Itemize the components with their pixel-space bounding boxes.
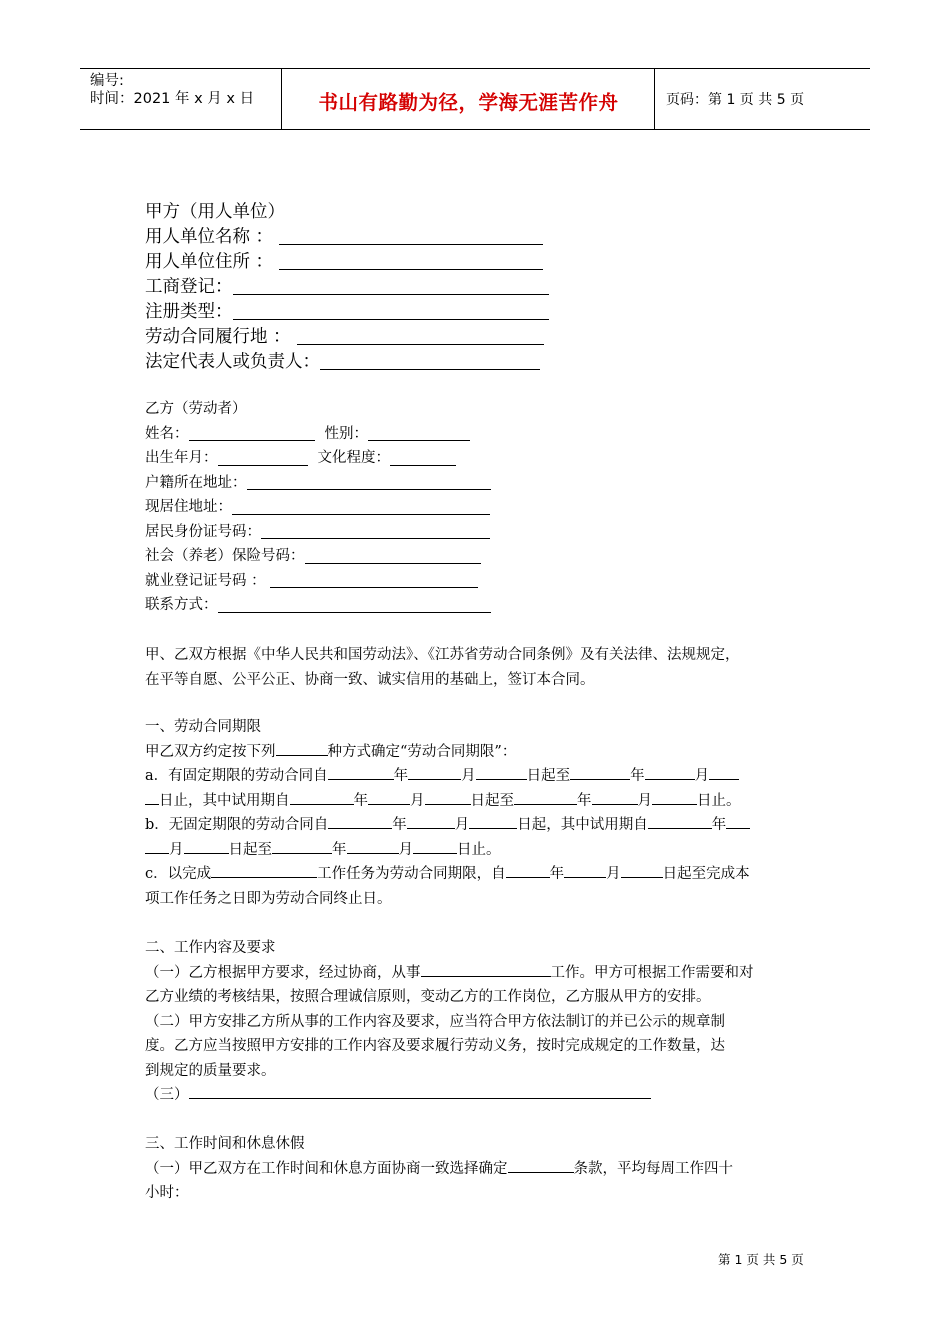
blank-field[interactable]: [570, 765, 630, 780]
employer-name-label: 用人单位名称 ：: [145, 227, 274, 247]
section-work-hours: [145, 1132, 811, 1206]
contract-place-label: 劳动合同履行地 ：: [145, 327, 291, 347]
blank-field[interactable]: [421, 962, 551, 977]
household-address-field[interactable]: [247, 488, 491, 490]
section-title: 一、劳动合同期限: [145, 719, 261, 735]
birth-label: 出生年月：: [145, 450, 218, 466]
blank-field[interactable]: [189, 1084, 651, 1099]
text: 月: [606, 866, 621, 882]
header-meta: [90, 72, 254, 108]
business-registration-label: 工商登记：: [145, 277, 233, 297]
text: 年: [711, 817, 727, 833]
blank-field[interactable]: [645, 765, 695, 780]
employer-address-field[interactable]: [279, 268, 543, 270]
blank-field[interactable]: [407, 814, 455, 829]
blank-field[interactable]: [184, 839, 229, 854]
text: 日起至完成本: [662, 866, 750, 882]
blank-field[interactable]: [621, 863, 663, 878]
text: 日起至: [228, 841, 272, 858]
text: 工作任务为劳动合同期限，自: [317, 866, 506, 882]
section-title: 三、工作时间和休息休假: [145, 1136, 305, 1152]
text: 日止。: [457, 841, 501, 858]
employer-address-label: 用人单位住所 ：: [145, 252, 274, 272]
text: 甲乙双方约定按下列: [145, 743, 276, 760]
gender-label: 性别：: [324, 425, 368, 442]
contract-place-field[interactable]: [297, 343, 544, 345]
legal-rep-label: 法定代表人或负责人：: [145, 352, 320, 372]
header-page-label: 页码：第 1 页 共 5 页: [666, 92, 805, 108]
page-footer: 第 1 页 共 5 页: [718, 1252, 804, 1267]
blank-field[interactable]: [408, 765, 461, 780]
document-header: [80, 68, 870, 130]
text: 日止。: [697, 792, 741, 809]
text: 年: [332, 841, 347, 858]
blank-field[interactable]: [145, 839, 169, 854]
legal-rep-field[interactable]: [320, 368, 540, 370]
name-label: 姓名：: [145, 425, 189, 442]
registration-type-field[interactable]: [233, 318, 549, 320]
section-contract-term: [145, 715, 811, 911]
party-a-title: 甲方（用人单位）: [145, 202, 285, 222]
text: 年: [577, 792, 592, 809]
text: 月: [461, 768, 476, 784]
text: 日起至: [526, 768, 571, 784]
blank-field[interactable]: [514, 790, 577, 805]
education-field[interactable]: [390, 464, 456, 466]
text: c．以完成: [145, 866, 212, 882]
text: （二）甲方安排乙方所从事的工作内容及要求，应当符合甲方依法制订的并已公示的规章制: [145, 1013, 725, 1030]
text: 度。乙方应当按照甲方安排的工作内容及要求履行劳动义务，按时完成规定的工作数量，达: [145, 1038, 725, 1054]
text: 项工作任务之日即为劳动合同终止日。: [145, 890, 392, 907]
blank-field[interactable]: [652, 790, 697, 805]
text: b．无固定期限的劳动合同自: [145, 817, 329, 833]
blank-field[interactable]: [276, 741, 328, 756]
text: 年: [630, 768, 645, 784]
text: 日起至: [470, 792, 514, 809]
id-number-field[interactable]: [261, 537, 490, 539]
header-motto: 书山有路勤为径，学海无涯苦作舟: [318, 91, 619, 114]
current-address-field[interactable]: [232, 513, 490, 515]
party-b-section: [145, 397, 491, 618]
text: 月: [398, 841, 413, 858]
id-number-label: 居民身份证号码：: [145, 523, 261, 540]
blank-field[interactable]: [508, 1158, 574, 1173]
text: 年: [549, 866, 565, 882]
blank-field[interactable]: [413, 839, 457, 854]
text: 日止，其中试用期自: [159, 792, 290, 809]
blank-field[interactable]: [347, 839, 399, 854]
text: 日起，其中试用期自: [517, 817, 648, 833]
name-field[interactable]: [189, 439, 315, 441]
blank-field[interactable]: [469, 814, 517, 829]
text: a．有固定期限的劳动合同自: [145, 768, 328, 784]
insurance-number-label: 社会（养老）保险号码：: [145, 548, 305, 564]
gender-field[interactable]: [368, 439, 470, 441]
contact-field[interactable]: [218, 611, 491, 613]
blank-field[interactable]: [328, 814, 392, 829]
text: 到规定的质量要求。: [145, 1062, 276, 1079]
text: 月: [410, 792, 425, 809]
intro-line: 在平等自愿、公平公正、协商一致、诚实信用的基础上，签订本合同。: [145, 671, 595, 688]
text: 月: [169, 841, 184, 858]
blank-field[interactable]: [272, 839, 332, 854]
party-a-section: [145, 200, 549, 375]
intro-line: 甲、乙双方根据《中华人民共和国劳动法》、《江苏省劳动合同条例》及有关法律、法规规定，: [145, 647, 740, 663]
text: 条款，平均每周工作四十: [573, 1160, 733, 1177]
text: 种方式确定“劳动合同期限”：: [327, 743, 517, 760]
text: 年: [392, 817, 407, 833]
text: （一）乙方根据甲方要求，经过协商，从事: [145, 964, 421, 981]
blank-field[interactable]: [709, 765, 739, 780]
blank-field[interactable]: [648, 814, 712, 829]
employment-reg-label: 就业登记证号码 ：: [145, 572, 266, 589]
number-label: 编号:: [90, 73, 124, 89]
blank-field[interactable]: [726, 814, 750, 829]
blank-field[interactable]: [368, 790, 410, 805]
employment-reg-field[interactable]: [270, 586, 478, 588]
party-b-title: 乙方（劳动者）: [145, 401, 247, 417]
blank-field[interactable]: [476, 765, 527, 780]
text: 工作。甲方可根据工作需要和对: [550, 964, 754, 981]
business-registration-field[interactable]: [233, 293, 549, 295]
insurance-number-field[interactable]: [305, 562, 481, 564]
blank-field[interactable]: [592, 790, 638, 805]
intro-paragraph: [145, 643, 811, 692]
section-work-content: [145, 936, 811, 1108]
text: 年: [393, 768, 409, 784]
current-address-label: 现居住地址：: [145, 499, 232, 515]
contact-label: 联系方式：: [145, 597, 218, 613]
blank-field[interactable]: [564, 863, 606, 878]
blank-field[interactable]: [506, 863, 550, 878]
text: 月: [637, 792, 652, 809]
text: （一）甲乙双方在工作时间和休息方面协商一致选择确定: [145, 1160, 508, 1177]
birth-field[interactable]: [218, 464, 308, 466]
blank-field[interactable]: [328, 765, 394, 780]
text: （三）: [145, 1087, 189, 1103]
text: 月: [694, 768, 710, 784]
section-title: 二、工作内容及要求: [145, 940, 276, 956]
text: 小时：: [145, 1185, 189, 1201]
text: 月: [454, 817, 470, 833]
household-address-label: 户籍所在地址：: [145, 474, 247, 491]
education-label: 文化程度：: [317, 450, 390, 466]
registration-type-label: 注册类型：: [145, 302, 233, 322]
blank-field[interactable]: [145, 790, 159, 805]
text: 年: [353, 792, 368, 809]
blank-field[interactable]: [290, 790, 354, 805]
blank-field[interactable]: [211, 863, 317, 878]
text: 乙方业绩的考核结果，按照合理诚信原则，变动乙方的工作岗位，乙方服从甲方的安排。: [145, 989, 711, 1005]
blank-field[interactable]: [425, 790, 471, 805]
time-label: 时间：2021 年 x 月 x 日: [90, 91, 255, 107]
employer-name-field[interactable]: [279, 243, 543, 245]
